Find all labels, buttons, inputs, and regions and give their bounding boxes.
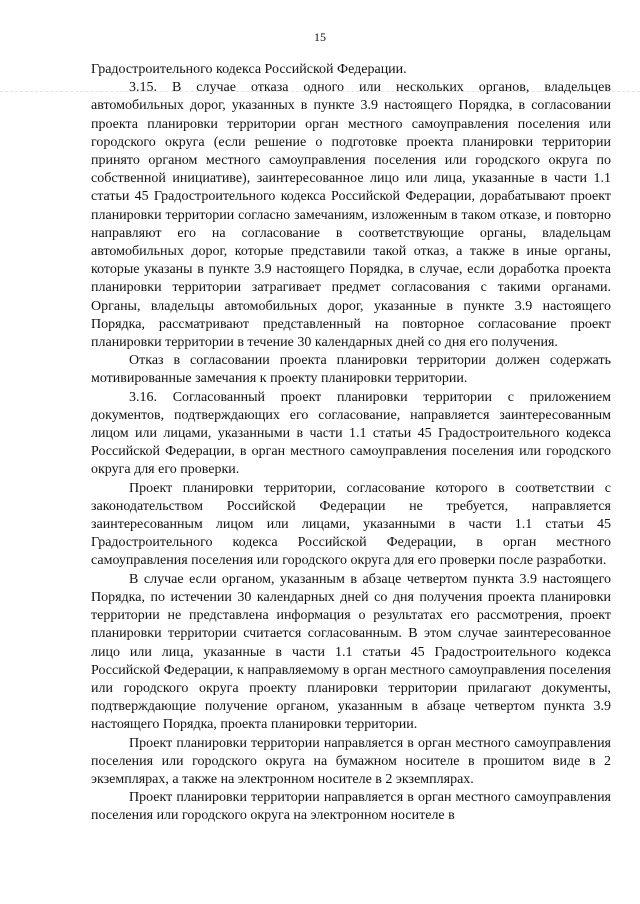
paragraph-electronic-submission: Проект планировки территории направляется в орган местного самоуправления поселения или городского округа на электронном носителе в xyxy=(91,790,611,824)
paragraph-refusal: Отказ в согласовании проекта планировки территории должен содержать мотивированные замечания к проекту планировки территории. xyxy=(91,353,611,387)
paragraph-3-16: 3.16. Согласованный проект планировки территории с приложением документов, подтверждающих его согласование, направляется заинтересованным лицом или лицами, указанными в части 1.1 статьи 45 Градостроительного кодекса Российской Федерации, в орган местного самоуправления поселения или городского округа для его проверки. xyxy=(91,389,611,478)
paragraph-3-15: 3.15. В случае отказа одного или нескольких органов, владельцев автомобильных дорог, указанных в пункте 3.9 настоящего Порядка, в согласовании проекта планировки территории орган местного самоуправления поселения или городского округа (если решение о подготовке проекта планировки территории принято органом местного самоуправления поселения или городского округа по собственной инициативе), заинтересованное лицо или лица, указанные в части 1.1 статьи 45 Градостроительного кодекса Российской Федерации, дорабатывают проект планировки территории согласно замечаниям, изложенным в таком отказе, и повторно направляют его на согласование в соответствующие органы, владельцам автомобильных дорог, которые представили такой отказ, а также в иные органы, которые указаны в пункте 3.9 настоящего Порядка, в случае, если доработка проекта планировки территории затрагивает предмет согласования с такими органами. Органы, владельцы автомобильных дорог, указанные в пункте 3.9 настоящего Порядка, рассматривают представленный на повторное согласование проект планировки территории в течение 30 календарных дней со дня его получения. xyxy=(91,80,611,351)
paragraph-continuation: Градостроительного кодекса Российской Федерации. xyxy=(91,62,407,77)
paragraph-deemed-approved: В случае если органом, указанным в абзаце четвертом пункта 3.9 настоящего Порядка, по истечении 30 календарных дней со дня получения проекта планировки территории не представлена информация о результатах его рассмотрения, проект планировки территории считается согласованным. В этом случае заинтересованное лицо или лица, указанные в части 1.1 статьи 45 Градостроительного кодекса Российской Федерации, к направляемому в орган местного самоуправления поселения или городского округа проекту планировки территории прилагают документы, подтверждающие получение органом, указанным в абзаце четвертом пункта 3.9 настоящего Порядка, проекта планировки территории. xyxy=(91,571,611,733)
page-number: 15 xyxy=(314,30,326,44)
paragraph-paper-submission: Проект планировки территории направляется в орган местного самоуправления поселения или городского округа на бумажном носителе в прошитом виде в 2 экземплярах, а также на электронном носителе в 2 экземплярах. xyxy=(91,735,611,787)
paragraph-no-approval-required: Проект планировки территории, согласование которого в соответствии с законодательством Российской Федерации не требуется, направляется заинтересованным лицом или лицами, указанными в части 1.1 статьи 45 Градостроительного кодекса Российской Федерации, в орган местного самоуправления поселения или городского округа для его проверки после разработки. xyxy=(91,480,611,569)
document-body xyxy=(91,61,611,826)
